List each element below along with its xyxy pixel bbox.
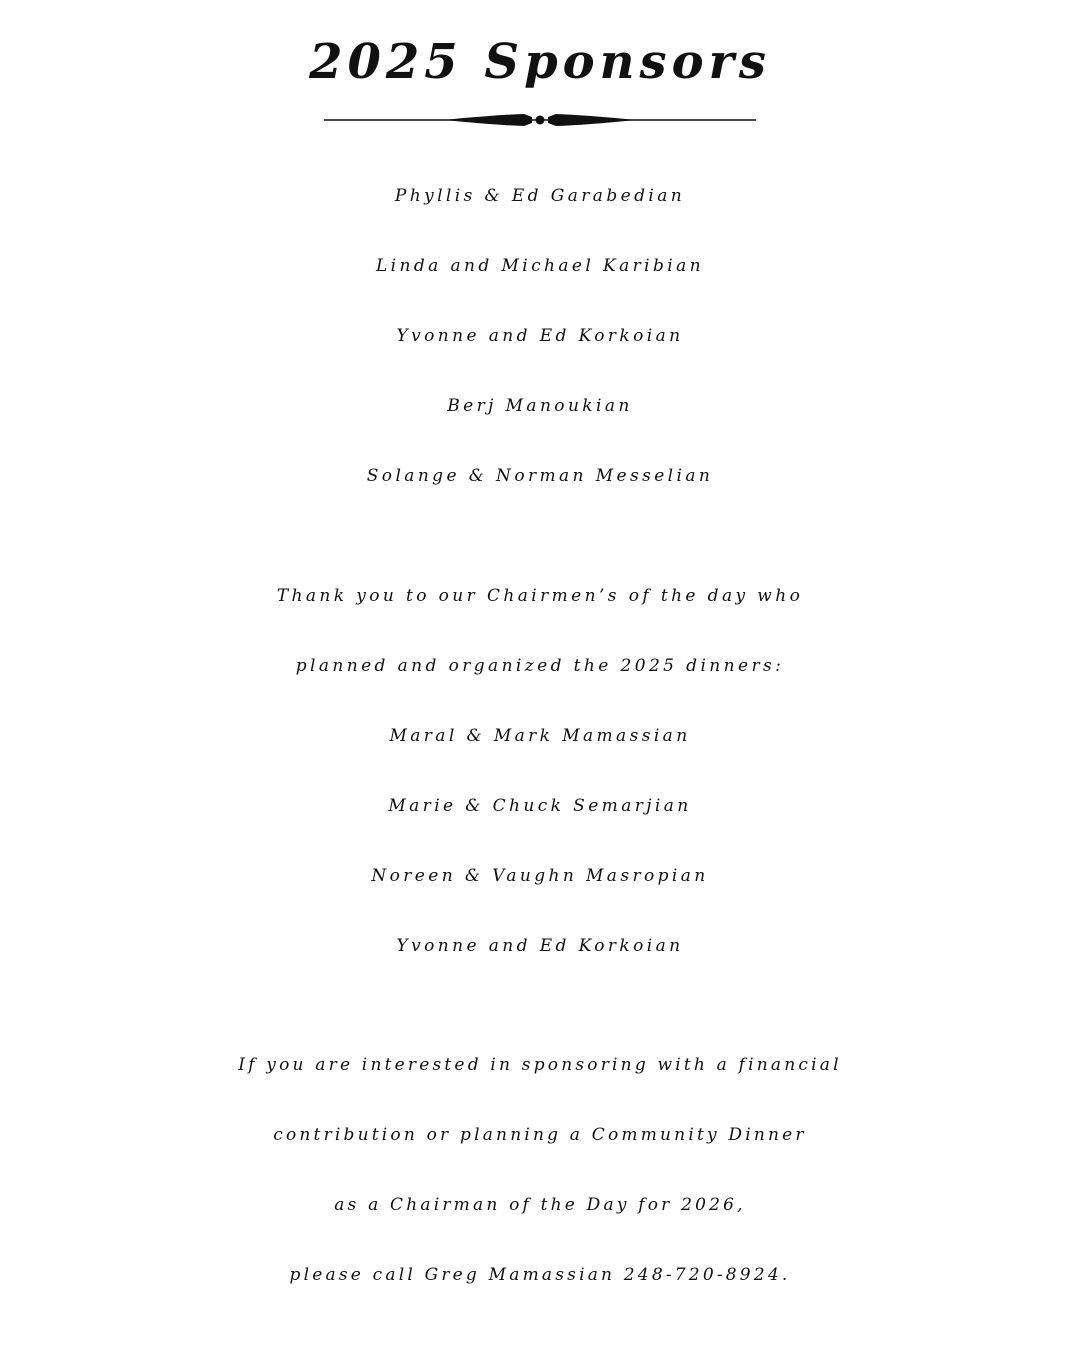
- chairman-name: Noreen & Vaughn Masropian: [371, 866, 709, 886]
- sponsor-list: [0, 161, 1080, 511]
- cta-line: please call Greg Mamassian 248-720-8924.: [289, 1265, 791, 1285]
- ornamental-divider: [324, 110, 756, 130]
- chairman-name: Marie & Chuck Semarjian: [388, 796, 692, 816]
- cta-line: If you are interested in sponsoring with a financial: [238, 1055, 842, 1075]
- sponsor-name: Linda and Michael Karibian: [375, 256, 705, 276]
- thanks-intro-line: planned and organized the 2025 dinners:: [295, 656, 785, 676]
- sponsor-name: Yvonne and Ed Korkoian: [396, 326, 684, 346]
- sponsor-name: Solange & Norman Messelian: [366, 466, 714, 486]
- chairman-name: Yvonne and Ed Korkoian: [396, 936, 684, 956]
- thanks-intro-line: Thank you to our Chairmen’s of the day who: [276, 586, 804, 606]
- cta-line: as a Chairman of the Day for 2026,: [334, 1195, 746, 1215]
- cta-line: contribution or planning a Community Dinner: [273, 1125, 807, 1145]
- chairman-name: Maral & Mark Mamassian: [389, 726, 691, 746]
- sponsor-name: Phyllis & Ed Garabedian: [394, 186, 686, 206]
- thanks-section: [0, 561, 1080, 981]
- sponsor-name: Berj Manoukian: [447, 396, 633, 416]
- call-to-action: [0, 1030, 1080, 1310]
- page-title: 2025 Sponsors: [309, 34, 771, 90]
